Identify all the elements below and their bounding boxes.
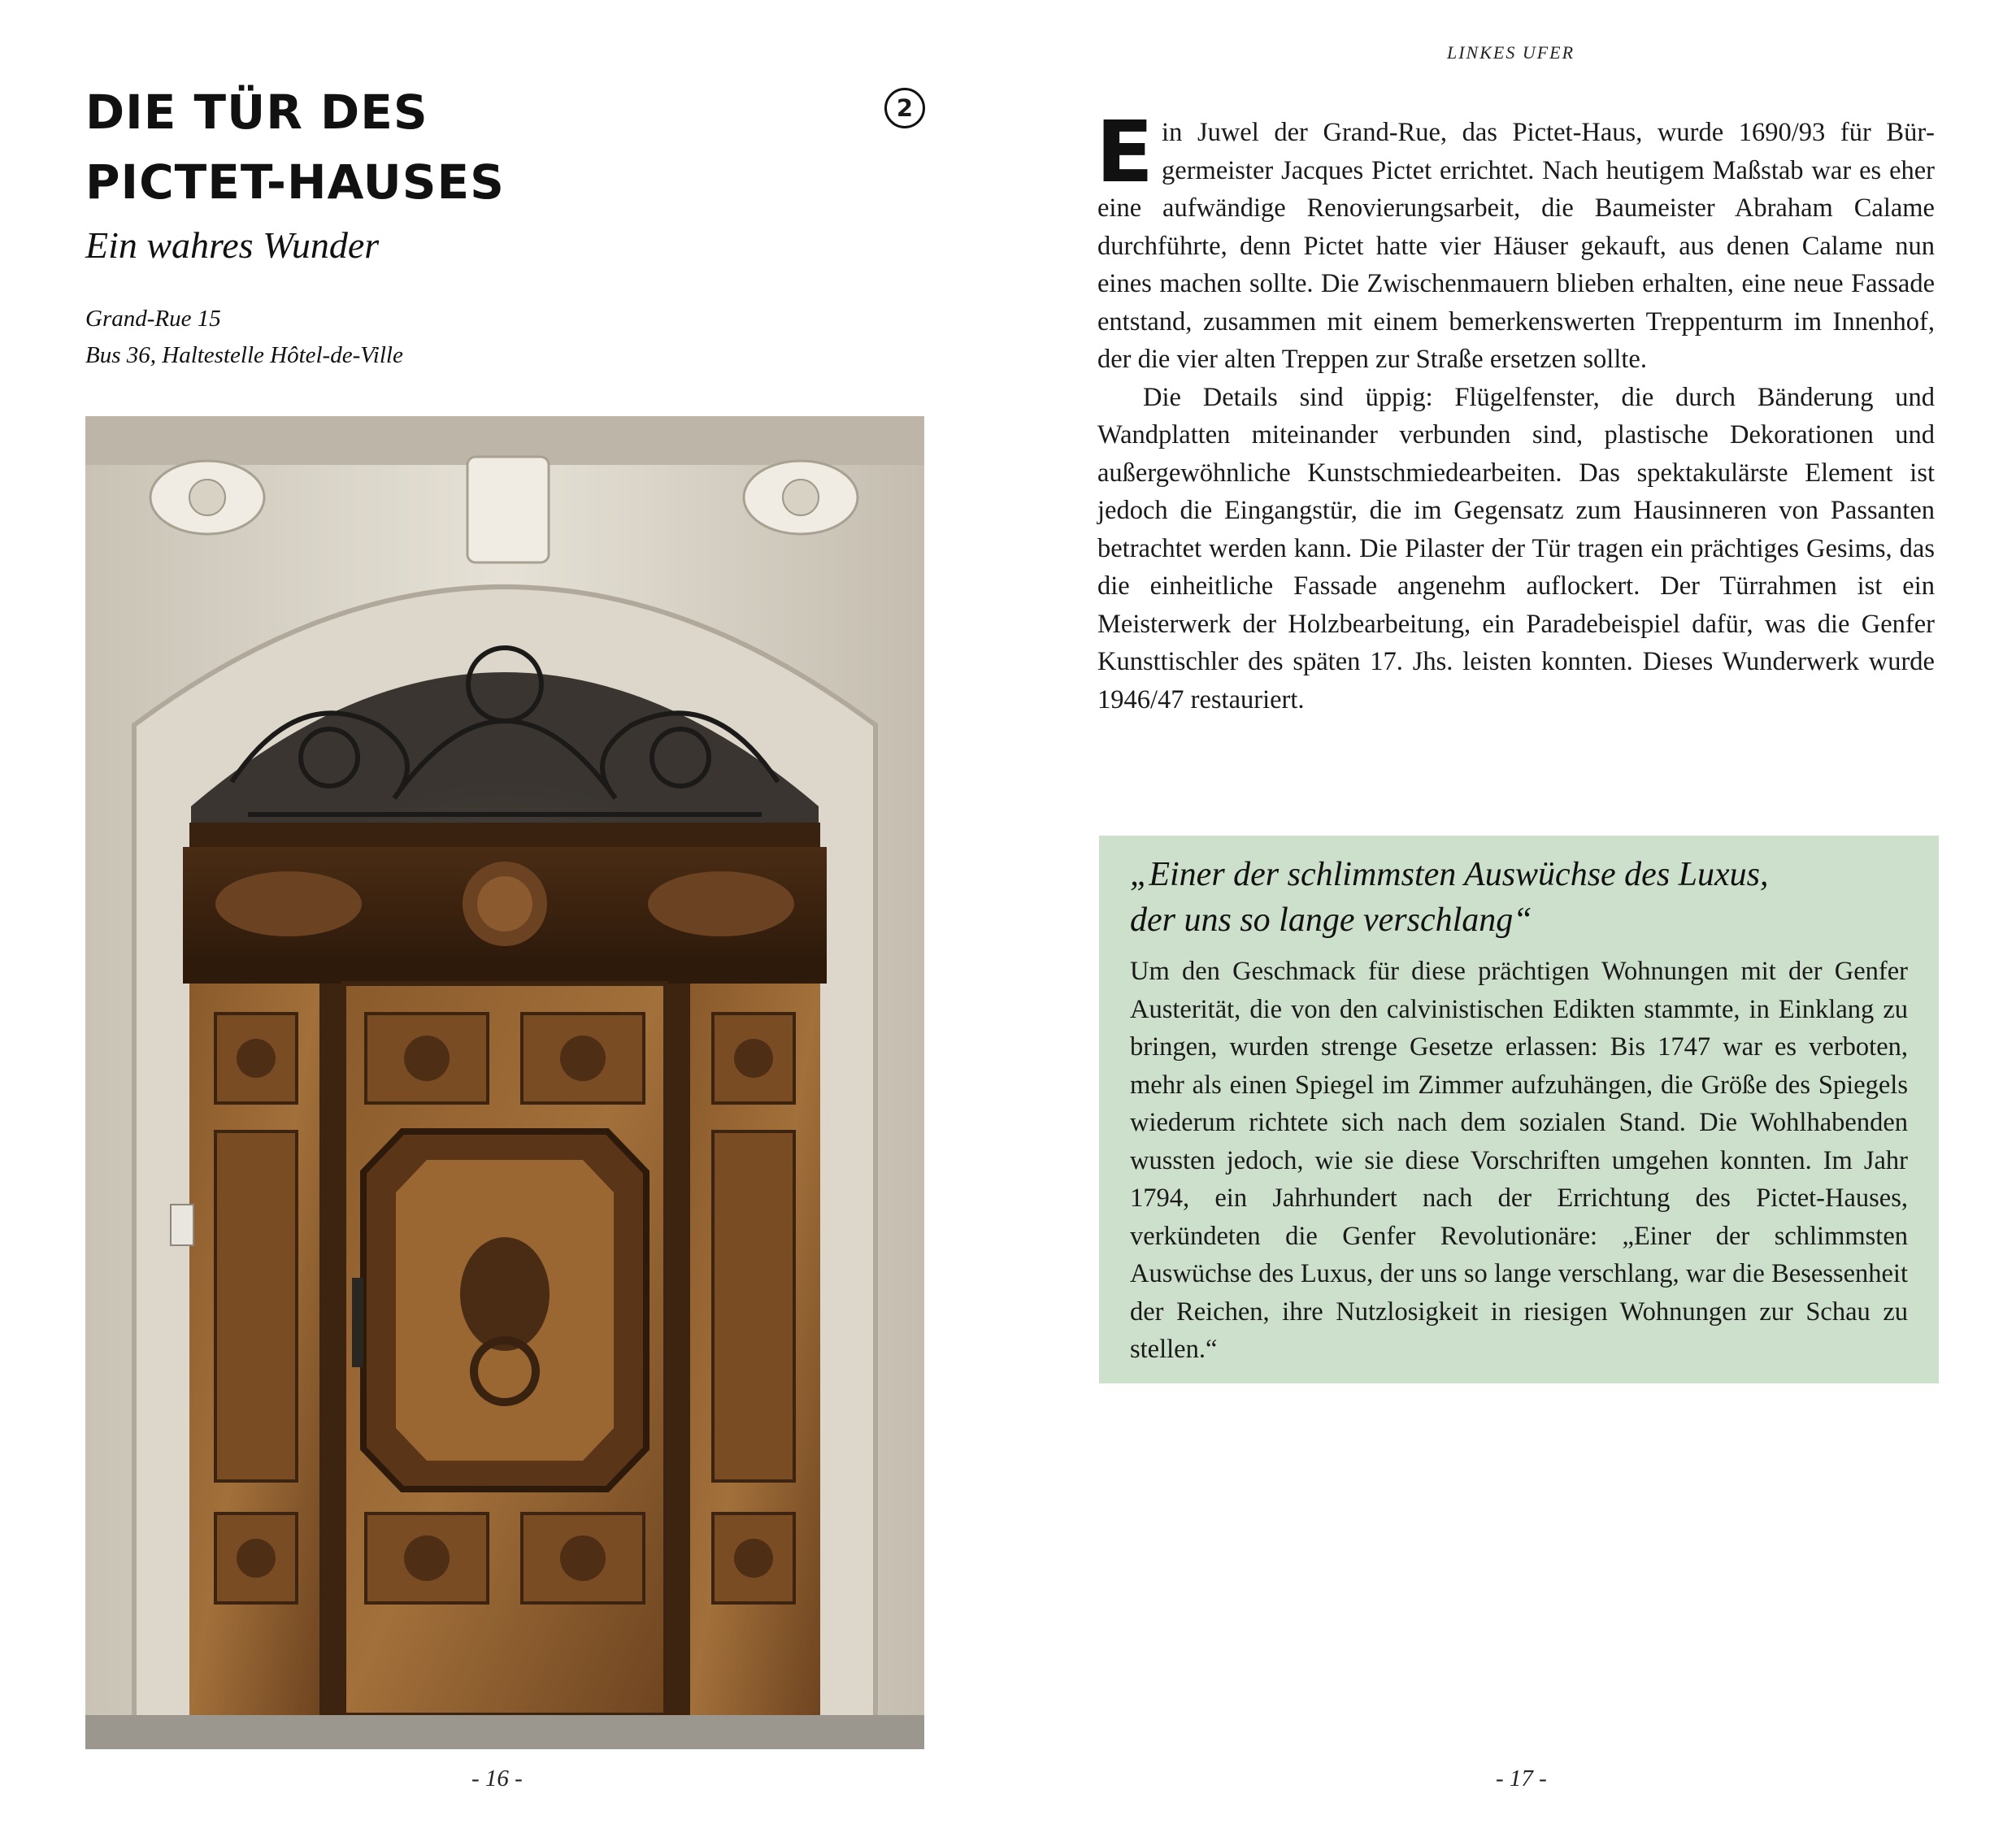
paragraph-2: Die Details sind üppig: Flügelfenster, die durch Bänderung und Wandplatten miteinander verbunden sind, plastische Dekorationen und außergewöhnliche Kunstschmiedearbeiten. Das spektakulärste Element ist jedoch die Eingangstür, die im Gegensatz zum Hausinneren von Passanten betrachtet werden kann. Die Pilaster der Tür tragen ein prächtiges Gesims, das die einheitliche Fassade angenehm auflockert. Der Türrahmen ist ein Meisterwerk der Holzbearbeitung, ein Paradebeispiel dafür, was die Genfer Kunsttischler des späten 17. Jhs. leisten konnten. Dieses Wunderwerk wurde 1946/47 restauriert. — [1097, 382, 1935, 714]
paragraph-1 — [1096, 102, 1935, 379]
entry-number-badge: 2 — [884, 88, 925, 128]
subtitle: Ein wahres Wunder — [85, 224, 380, 266]
quote-box — [1099, 836, 1939, 1383]
door-photo — [85, 416, 924, 1749]
quote-title-line-2: der uns so lange verschlang“ — [1130, 901, 1532, 939]
drop-cap: E — [1096, 102, 1154, 202]
page-title — [85, 77, 817, 217]
running-head: LINKES UFER — [1447, 42, 1575, 63]
page-number-right: - 17 - — [1496, 1765, 1547, 1791]
paragraph-1-text: in Juwel der Grand-Rue, das Pictet-Haus, wurde 1690/93 für Bürgermeister Jacques Pictet errichtet. Nach heutigem Maßstab war es eher eine aufwändige Renovierungsarbeit, die Baumeister Abraham Calame durchführte, denn Pictet hatte vier Häuser gekauft, aus denen Calame nun eines machen sollte. Die Zwischenmauern blieben erhalten, eine neue Fassade entstand, zusammen mit einem bemerkenswerten Treppenturm im Innenhof, der die vier alten Treppen zur Straße ersetzen sollte. — [1097, 118, 1935, 374]
quote-box-title — [1130, 852, 1908, 943]
address-line-bus: Bus 36, Haltestelle Hôtel-de-Ville — [85, 342, 403, 368]
title-line-2: PICTET-HAUSES — [85, 154, 505, 210]
right-page — [1008, 0, 2016, 1824]
address-block — [85, 301, 403, 374]
quote-box-text: Um den Geschmack für diese prächtigen Wohnungen mit der Genfer Austerität, die von den calvinistischen Edikten stammte, in Einklang zu bringen, wurden strenge Gesetze erlassen: Bis 1747 war es verboten, mehr als einen Spiegel im Zimmer aufzuhängen, die Größe des Spiegels wiederum richtete sich nach dem sozialen Stand. Die Wohlhabenden wussten jedoch, wie sie diese Vorschriften umgehen konnten. Im Jahr 1794, ein Jahrhundert nach der Errichtung des Pictet-Hauses, verkündeten die Genfer Revolutionäre: „Einer der schlimmsten Auswüchse des Luxus, der uns so lange verschlang, war die Besessenheit der Reichen, ihre Nutzlosigkeit in riesigen Wohnungen zur Schau zu stellen.“ — [1130, 957, 1908, 1364]
quote-title-line-1: „Einer der schlimmsten Auswüchse des Luxus, — [1130, 856, 1769, 893]
door-illustration — [85, 416, 924, 1749]
page-number-left: - 16 - — [471, 1765, 523, 1791]
title-line-1: DIE TÜR DES — [85, 85, 428, 140]
main-text — [1096, 102, 1935, 719]
address-line-street: Grand-Rue 15 — [85, 306, 221, 332]
